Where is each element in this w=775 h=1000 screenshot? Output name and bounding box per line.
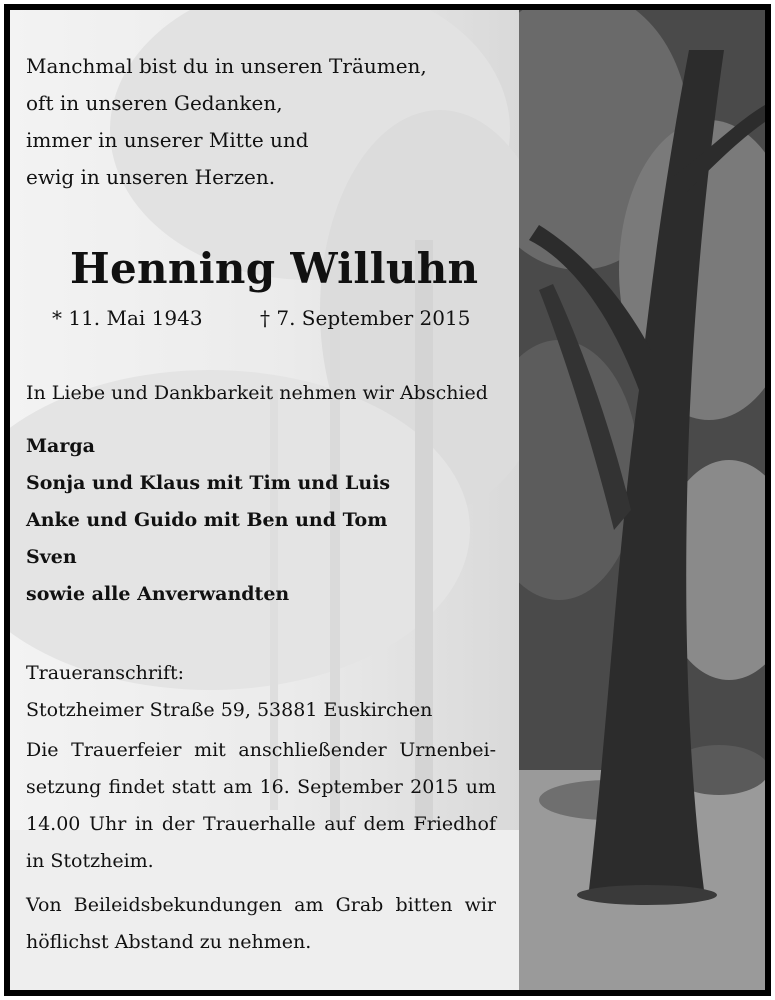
condolence-note bbox=[26, 887, 496, 961]
family-member: Sonja und Klaus mit Tim und Luis bbox=[26, 472, 391, 494]
obituary-card bbox=[10, 10, 765, 990]
family-list bbox=[26, 428, 390, 613]
address-value: Stotzheimer Straße 59, 53881 Euskirchen bbox=[26, 699, 433, 721]
mourning-address bbox=[26, 655, 432, 729]
service-line: in Stotzheim. bbox=[26, 850, 154, 872]
poem bbox=[26, 48, 427, 196]
funeral-service-info bbox=[26, 732, 496, 880]
service-line: setzung findet statt am 16. September 2015 um bbox=[26, 776, 496, 798]
poem-line: Manchmal bist du in unseren Träumen, bbox=[26, 54, 427, 78]
family-member: sowie alle Anverwandten bbox=[26, 583, 290, 605]
birth-date: * 11. Mai 1943 bbox=[52, 306, 203, 330]
farewell-intro: In Liebe und Dankbarkeit nehmen wir Abschied bbox=[26, 382, 488, 404]
tree-illustration bbox=[519, 10, 765, 990]
address-label: Traueranschrift: bbox=[26, 662, 185, 684]
obituary-text bbox=[10, 10, 519, 990]
condolence-line: Von Beileidsbekundungen am Grab bitten wir bbox=[26, 894, 496, 916]
poem-line: oft in unseren Gedanken, bbox=[26, 91, 283, 115]
death-date: † 7. September 2015 bbox=[260, 306, 471, 330]
obituary-frame bbox=[4, 4, 771, 996]
poem-line: ewig in unseren Herzen. bbox=[26, 165, 276, 189]
deceased-name: Henning Willuhn bbox=[70, 244, 479, 293]
service-line: 14.00 Uhr in der Trauerhalle auf dem Friedhof bbox=[26, 813, 496, 835]
condolence-line: höflichst Abstand zu nehmen. bbox=[26, 931, 312, 953]
tree-photo bbox=[519, 10, 765, 990]
poem-line: immer in unserer Mitte und bbox=[26, 128, 309, 152]
family-member: Marga bbox=[26, 435, 95, 457]
family-member: Sven bbox=[26, 546, 77, 568]
service-line: Die Trauerfeier mit anschließender Urnenbei- bbox=[26, 739, 496, 761]
family-member: Anke und Guido mit Ben und Tom bbox=[26, 509, 388, 531]
